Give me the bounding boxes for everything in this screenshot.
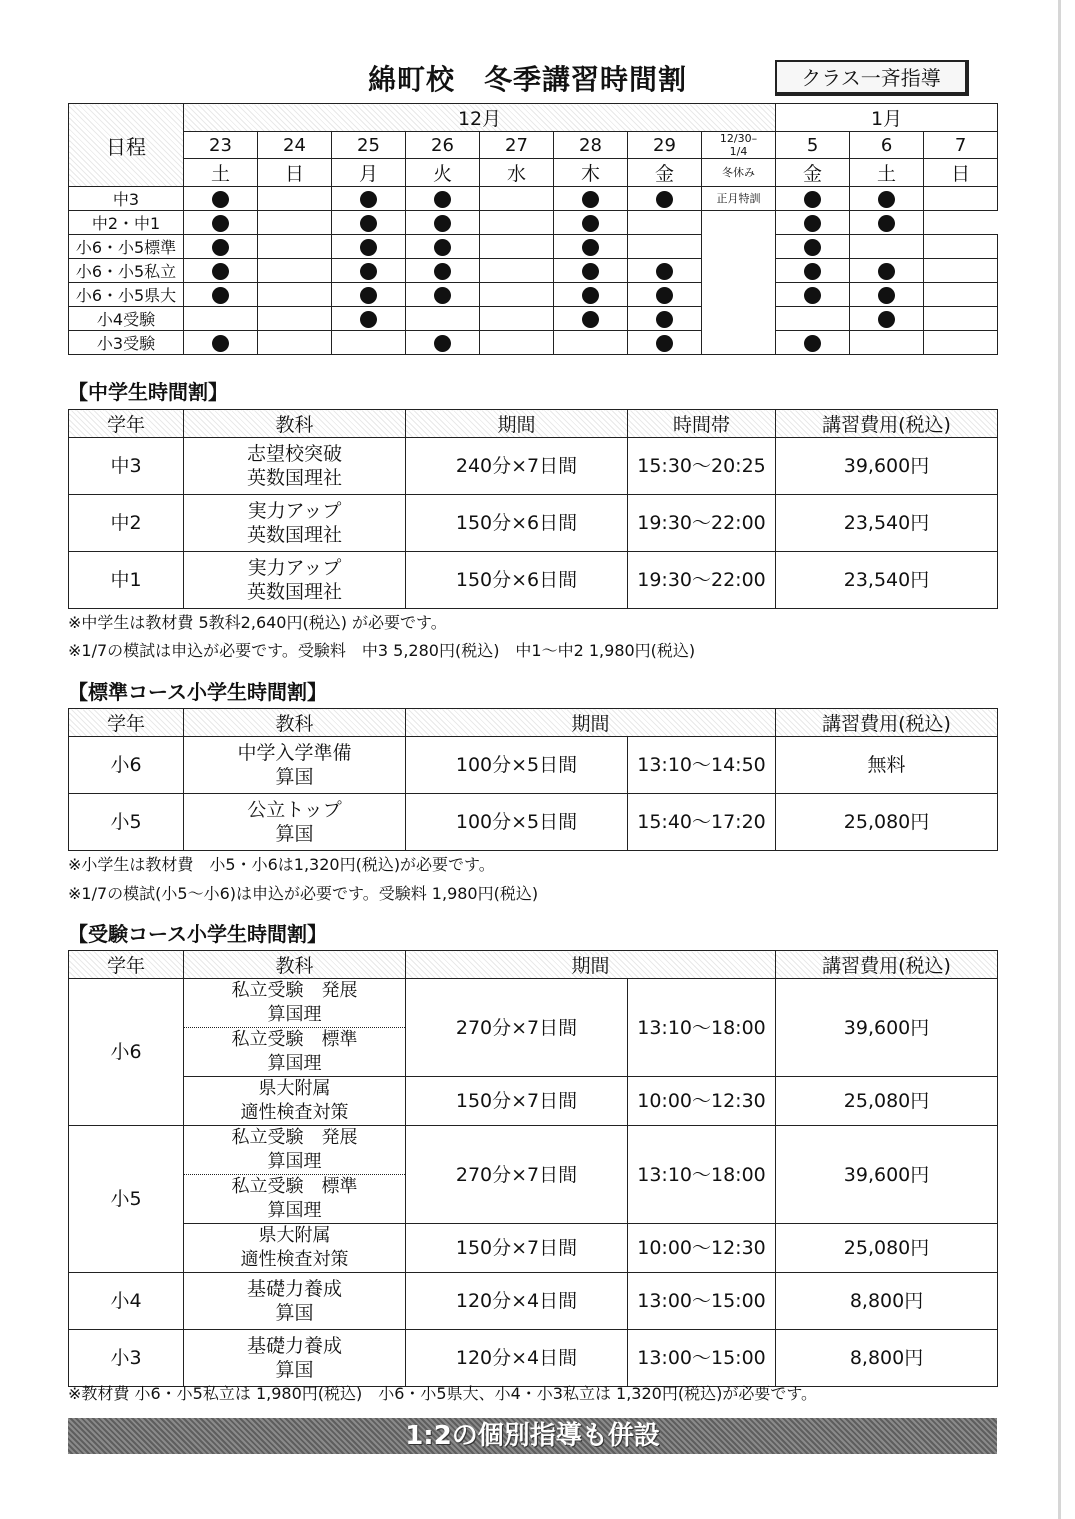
session-cell xyxy=(406,283,480,307)
table-row xyxy=(69,794,998,851)
header-grade: 学年 xyxy=(69,951,184,979)
session-dot-icon xyxy=(878,311,895,328)
junior-note-materials: ※中学生は教材費 5教科2,640円(税込) が必要です。 xyxy=(68,613,447,632)
session-dot-icon xyxy=(212,191,229,208)
session-dot-icon xyxy=(582,215,599,232)
session-cell xyxy=(258,283,332,307)
fee-cell: 39,600円 xyxy=(776,438,998,495)
grade-cell: 中1 xyxy=(69,552,184,609)
session-dot-icon xyxy=(878,215,895,232)
weekday-cell: 土 xyxy=(184,159,258,187)
subject-cell xyxy=(184,979,406,1077)
session-cell xyxy=(480,307,554,331)
course-name: 私立受験 標準 xyxy=(184,1174,405,1199)
fee-cell: 8,800円 xyxy=(776,1273,998,1330)
grade-cell: 中2 xyxy=(69,495,184,552)
session-cell xyxy=(554,259,628,283)
session-dot-icon xyxy=(582,287,599,304)
subjects: 算国 xyxy=(275,823,314,845)
class-type-badge: クラス一斉指導 xyxy=(775,60,969,96)
session-dot-icon xyxy=(804,263,821,280)
subjects: 算国 xyxy=(275,1359,314,1381)
session-cell xyxy=(776,307,850,331)
weekday-cell: 土 xyxy=(850,159,924,187)
fee-cell: 23,540円 xyxy=(776,552,998,609)
empty-cell xyxy=(924,259,998,283)
page-edge xyxy=(1058,0,1061,1519)
session-cell xyxy=(332,331,406,355)
grade-cell: 小6 xyxy=(69,979,184,1126)
time-cell: 13:10～18:00 xyxy=(628,1126,776,1224)
course-name: 公立トップ xyxy=(247,799,342,821)
table-row xyxy=(69,552,998,609)
time-cell: 13:00～15:00 xyxy=(628,1273,776,1330)
session-cell xyxy=(628,187,702,211)
period-cell: 270分×7日間 xyxy=(406,1126,628,1224)
session-cell xyxy=(554,331,628,355)
weekday-cell: 水 xyxy=(480,159,554,187)
subjects: 英数国理社 xyxy=(246,467,342,489)
junior-note-mock-exam: ※1/7の模試は申込が必要です。受験料 中3 5,280円(税込) 中1～中2 1,980円(税込) xyxy=(68,641,696,660)
period-cell: 150分×7日間 xyxy=(406,1224,628,1273)
session-dot-icon xyxy=(434,335,451,352)
grade-label: 小6・小5標準 xyxy=(69,235,184,259)
subject-cell xyxy=(184,1126,406,1224)
standard-note-mock-exam: ※1/7の模試(小5～小6)は申込が必要です。受験料 1,980円(税込) xyxy=(68,884,539,903)
session-cell xyxy=(406,259,480,283)
subjects: 算国 xyxy=(275,766,314,788)
grade-cell: 中3 xyxy=(69,438,184,495)
exam-table xyxy=(68,950,998,1387)
session-cell xyxy=(480,187,554,211)
session-cell xyxy=(554,187,628,211)
session-cell xyxy=(258,331,332,355)
header-fee: 講習費用(税込) xyxy=(776,410,998,438)
weekday-cell: 金 xyxy=(628,159,702,187)
date-cell: 23 xyxy=(184,132,258,159)
fee-cell: 25,080円 xyxy=(776,794,998,851)
session-cell xyxy=(554,235,628,259)
subjects: 英数国理社 xyxy=(246,581,342,603)
session-dot-icon xyxy=(434,263,451,280)
subject-cell xyxy=(184,1077,406,1126)
schedule-row xyxy=(69,283,998,307)
session-dot-icon xyxy=(804,191,821,208)
session-dot-icon xyxy=(212,287,229,304)
weekday-cell: 金 xyxy=(776,159,850,187)
course-name: 県大附属 xyxy=(258,1078,331,1099)
grade-label: 小4受験 xyxy=(69,307,184,331)
schedule-row xyxy=(69,235,998,259)
table-row xyxy=(69,1330,998,1387)
session-dot-icon xyxy=(582,239,599,256)
time-cell: 13:00～15:00 xyxy=(628,1330,776,1387)
period-cell: 150分×7日間 xyxy=(406,1077,628,1126)
session-cell xyxy=(258,259,332,283)
session-cell xyxy=(258,307,332,331)
table-row xyxy=(69,438,998,495)
time-cell: 13:10～18:00 xyxy=(628,979,776,1077)
course-name: 私立受験 発展 xyxy=(231,980,358,1001)
session-dot-icon xyxy=(878,287,895,304)
junior-table xyxy=(68,409,998,609)
course-name: 私立受験 標準 xyxy=(184,1027,405,1052)
weekday-cell: 月 xyxy=(332,159,406,187)
session-dot-icon xyxy=(434,191,451,208)
grade-label: 小6・小5県大 xyxy=(69,283,184,307)
session-cell xyxy=(184,211,258,235)
session-cell xyxy=(184,235,258,259)
header-time: 時間帯 xyxy=(628,410,776,438)
session-dot-icon xyxy=(878,191,895,208)
time-cell: 15:40～17:20 xyxy=(628,794,776,851)
empty-cell xyxy=(924,283,998,307)
time-cell: 15:30～20:25 xyxy=(628,438,776,495)
weekday-cell: 日 xyxy=(258,159,332,187)
session-cell xyxy=(628,211,702,235)
period-cell: 100分×5日間 xyxy=(406,794,628,851)
session-cell xyxy=(776,283,850,307)
date-cell: 26 xyxy=(406,132,480,159)
session-cell xyxy=(850,283,924,307)
date-cell: 27 xyxy=(480,132,554,159)
new-year-special-cell: 正月特訓 xyxy=(702,187,776,211)
session-cell xyxy=(628,331,702,355)
session-cell xyxy=(554,283,628,307)
session-dot-icon xyxy=(434,239,451,256)
session-cell xyxy=(406,187,480,211)
session-cell xyxy=(184,283,258,307)
subject-cell xyxy=(184,552,406,609)
empty-cell xyxy=(924,307,998,331)
subject-cell xyxy=(184,438,406,495)
session-cell xyxy=(184,307,258,331)
session-cell xyxy=(332,307,406,331)
session-cell xyxy=(258,187,332,211)
session-dot-icon xyxy=(212,335,229,352)
date-cell: 29 xyxy=(628,132,702,159)
fee-cell: 25,080円 xyxy=(776,1077,998,1126)
session-dot-icon xyxy=(656,191,673,208)
session-dot-icon xyxy=(434,287,451,304)
standard-note-materials: ※小学生は教材費 小5・小6は1,320円(税込)が必要です。 xyxy=(68,855,495,874)
session-dot-icon xyxy=(360,263,377,280)
header-period: 期間 xyxy=(406,709,776,737)
exam-note-materials: ※教材費 小6・小5私立は 1,980円(税込) 小6・小5県大、小4・小3私立は 1,320円(税込)が必要です。 xyxy=(68,1384,818,1403)
exam-section-title: 【受験コース小学生時間割】 xyxy=(68,922,327,946)
grade-label: 小6・小5私立 xyxy=(69,259,184,283)
course-name: 志望校突破 xyxy=(246,443,342,465)
header-grade: 学年 xyxy=(69,709,184,737)
course-name: 基礎力養成 xyxy=(246,1278,342,1300)
individual-tutoring-banner: 1:2の個別指導も併設 xyxy=(68,1418,997,1454)
subjects: 算国理 xyxy=(267,1200,322,1221)
header-subject: 教科 xyxy=(184,951,406,979)
grade-label: 中3 xyxy=(69,187,184,211)
schedule-row xyxy=(69,211,998,235)
session-dot-icon xyxy=(804,335,821,352)
fee-cell: 25,080円 xyxy=(776,1224,998,1273)
grade-label: 小3受験 xyxy=(69,331,184,355)
session-cell xyxy=(850,331,924,355)
header-period: 期間 xyxy=(406,410,628,438)
session-cell xyxy=(184,331,258,355)
session-cell xyxy=(332,187,406,211)
session-cell xyxy=(850,259,924,283)
table-row xyxy=(69,1126,998,1224)
session-cell xyxy=(850,211,924,235)
grade-cell: 小4 xyxy=(69,1273,184,1330)
time-cell: 10:00～12:30 xyxy=(628,1077,776,1126)
header-period: 期間 xyxy=(406,951,776,979)
session-cell xyxy=(776,211,850,235)
table-row xyxy=(69,1077,998,1126)
page-title: 綿町校 冬季講習時間割 xyxy=(368,63,688,96)
session-dot-icon xyxy=(212,263,229,280)
date-cell: 5 xyxy=(776,132,850,159)
session-cell xyxy=(258,235,332,259)
session-dot-icon xyxy=(360,239,377,256)
subjects: 適性検査対策 xyxy=(240,1249,349,1270)
time-cell: 19:30～22:00 xyxy=(628,495,776,552)
session-cell xyxy=(332,283,406,307)
session-cell xyxy=(480,331,554,355)
subjects: 英数国理社 xyxy=(246,524,342,546)
session-dot-icon xyxy=(656,287,673,304)
grade-cell: 小6 xyxy=(69,737,184,794)
period-cell: 120分×4日間 xyxy=(406,1330,628,1387)
weekday-cell: 木 xyxy=(554,159,628,187)
course-name: 私立受験 発展 xyxy=(231,1127,358,1148)
schedule-row xyxy=(69,307,998,331)
schedule-row xyxy=(69,331,998,355)
standard-section-title: 【標準コース小学生時間割】 xyxy=(68,680,327,704)
date-cell: 24 xyxy=(258,132,332,159)
grade-label: 中2・中1 xyxy=(69,211,184,235)
standard-table xyxy=(68,708,998,851)
session-cell xyxy=(850,307,924,331)
session-dot-icon xyxy=(434,215,451,232)
session-cell xyxy=(554,211,628,235)
period-cell: 100分×5日間 xyxy=(406,737,628,794)
table-row xyxy=(69,979,998,1077)
session-dot-icon xyxy=(804,239,821,256)
fee-cell: 39,600円 xyxy=(776,1126,998,1224)
session-cell xyxy=(184,187,258,211)
session-dot-icon xyxy=(582,311,599,328)
junior-section-title: 【中学生時間割】 xyxy=(68,380,228,404)
subject-cell xyxy=(184,1224,406,1273)
subjects: 算国理 xyxy=(267,1004,322,1025)
subject-cell xyxy=(184,495,406,552)
header-subject: 教科 xyxy=(184,709,406,737)
table-row xyxy=(69,737,998,794)
session-dot-icon xyxy=(804,287,821,304)
date-cell: 7 xyxy=(924,132,998,159)
schedule-row xyxy=(69,259,998,283)
session-cell xyxy=(628,259,702,283)
subjects: 算国理 xyxy=(267,1151,322,1172)
session-cell xyxy=(184,259,258,283)
table-row xyxy=(69,495,998,552)
period-cell: 150分×6日間 xyxy=(406,552,628,609)
session-cell xyxy=(406,331,480,355)
session-cell xyxy=(776,235,850,259)
session-dot-icon xyxy=(212,239,229,256)
session-cell xyxy=(332,211,406,235)
session-dot-icon xyxy=(360,287,377,304)
month-january: 1月 xyxy=(776,104,998,132)
session-cell xyxy=(776,187,850,211)
session-cell xyxy=(332,235,406,259)
session-cell xyxy=(554,307,628,331)
header-fee: 講習費用(税込) xyxy=(776,951,998,979)
grade-cell: 小3 xyxy=(69,1330,184,1387)
session-dot-icon xyxy=(212,215,229,232)
header-subject: 教科 xyxy=(184,410,406,438)
session-cell xyxy=(776,331,850,355)
time-cell: 19:30～22:00 xyxy=(628,552,776,609)
session-cell xyxy=(850,235,924,259)
weekday-cell: 冬休み xyxy=(702,159,776,187)
fee-cell: 8,800円 xyxy=(776,1330,998,1387)
session-cell xyxy=(480,235,554,259)
session-dot-icon xyxy=(582,263,599,280)
holiday-cell xyxy=(702,211,776,355)
subjects: 適性検査対策 xyxy=(240,1102,349,1123)
subject-cell xyxy=(184,737,406,794)
session-cell xyxy=(628,283,702,307)
course-name: 基礎力養成 xyxy=(246,1335,342,1357)
session-cell xyxy=(480,283,554,307)
period-cell: 240分×7日間 xyxy=(406,438,628,495)
empty-cell xyxy=(924,331,998,355)
period-cell: 120分×4日間 xyxy=(406,1273,628,1330)
session-dot-icon xyxy=(582,191,599,208)
title-row xyxy=(0,52,1075,102)
session-dot-icon xyxy=(360,215,377,232)
session-dot-icon xyxy=(656,311,673,328)
session-cell xyxy=(258,211,332,235)
subjects: 算国理 xyxy=(267,1053,322,1074)
header-grade: 学年 xyxy=(69,410,184,438)
session-cell xyxy=(480,259,554,283)
session-dot-icon xyxy=(360,191,377,208)
table-row xyxy=(69,1273,998,1330)
session-cell xyxy=(776,259,850,283)
schedule-label: 日程 xyxy=(69,104,184,187)
fee-cell: 39,600円 xyxy=(776,979,998,1077)
session-dot-icon xyxy=(656,335,673,352)
fee-cell: 23,540円 xyxy=(776,495,998,552)
course-name: 実力アップ xyxy=(247,557,342,579)
session-cell xyxy=(480,211,554,235)
period-cell: 270分×7日間 xyxy=(406,979,628,1077)
session-dot-icon xyxy=(360,311,377,328)
fee-cell: 無料 xyxy=(776,737,998,794)
session-cell xyxy=(332,259,406,283)
time-cell: 13:10～14:50 xyxy=(628,737,776,794)
date-cell: 25 xyxy=(332,132,406,159)
weekday-cell: 火 xyxy=(406,159,480,187)
schedule-table xyxy=(68,103,998,355)
grade-cell: 小5 xyxy=(69,794,184,851)
session-cell xyxy=(406,211,480,235)
table-row xyxy=(69,1224,998,1273)
session-cell xyxy=(406,235,480,259)
session-cell xyxy=(628,307,702,331)
month-december: 12月 xyxy=(184,104,776,132)
session-dot-icon xyxy=(804,215,821,232)
grade-cell: 小5 xyxy=(69,1126,184,1273)
session-cell xyxy=(628,235,702,259)
empty-cell xyxy=(924,187,998,211)
session-cell xyxy=(850,187,924,211)
schedule-row xyxy=(69,187,998,211)
date-cell: 12/30– 1/4 xyxy=(702,132,776,159)
session-cell xyxy=(406,307,480,331)
course-name: 中学入学準備 xyxy=(237,742,352,764)
session-dot-icon xyxy=(656,263,673,280)
subject-cell xyxy=(184,794,406,851)
course-name: 県大附属 xyxy=(258,1225,331,1246)
date-cell: 6 xyxy=(850,132,924,159)
period-cell: 150分×6日間 xyxy=(406,495,628,552)
course-name: 実力アップ xyxy=(247,500,342,522)
subject-cell xyxy=(184,1273,406,1330)
time-cell: 10:00～12:30 xyxy=(628,1224,776,1273)
header-fee: 講習費用(税込) xyxy=(776,709,998,737)
empty-cell xyxy=(924,235,998,259)
subjects: 算国 xyxy=(275,1302,314,1324)
weekday-cell: 日 xyxy=(924,159,998,187)
subject-cell xyxy=(184,1330,406,1387)
date-cell: 28 xyxy=(554,132,628,159)
session-dot-icon xyxy=(878,263,895,280)
